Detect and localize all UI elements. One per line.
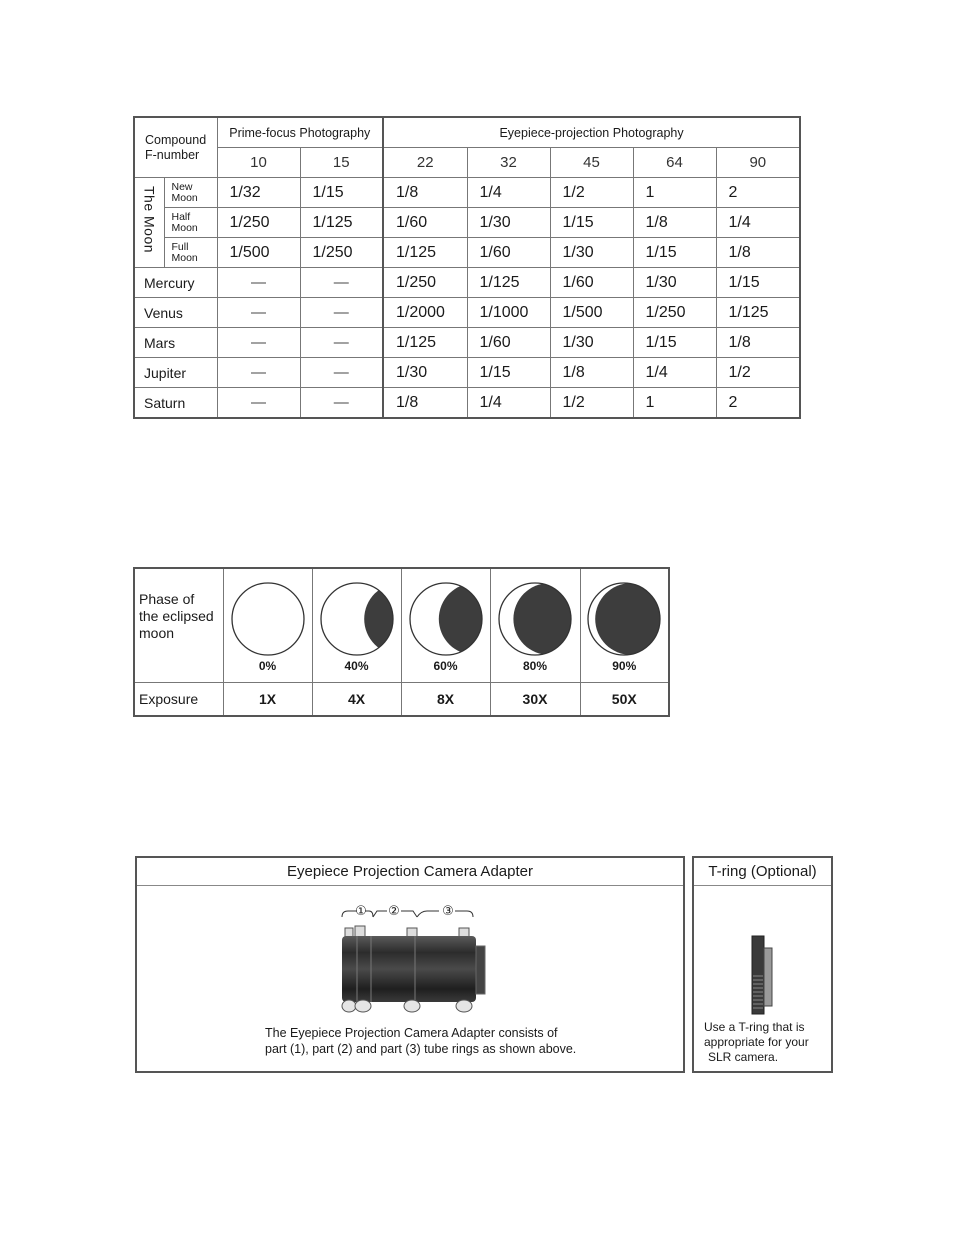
value-cell: 1/4 [633, 358, 716, 388]
value-cell: 1/30 [550, 238, 633, 268]
fnumber-cell: 15 [300, 148, 383, 178]
exposure-value: 30X [490, 682, 580, 716]
value-cell: 1/32 [217, 178, 300, 208]
phase-header [134, 568, 223, 682]
phase-header-line2: the eclipsed [139, 608, 214, 624]
phase-percent: 90% [612, 659, 637, 673]
value-cell: 1/500 [217, 238, 300, 268]
adapter-panel [135, 856, 685, 1073]
object-name: Venus [134, 298, 217, 328]
value-cell: 1/125 [300, 208, 383, 238]
compound-fnumber-header [134, 117, 217, 178]
fnumber-cell: 45 [550, 148, 633, 178]
value-cell: 1/250 [300, 238, 383, 268]
phase-percent: 0% [258, 659, 277, 673]
part-label-2: ② [388, 904, 400, 919]
value-cell: 1/15 [716, 268, 800, 298]
value-cell: 1/2 [550, 388, 633, 419]
value-cell: 1/30 [550, 328, 633, 358]
phase-percent: 60% [433, 659, 458, 673]
value-cell: 2 [716, 178, 800, 208]
exposure-value: 8X [401, 682, 490, 716]
tring-caption-line3: SLR camera. [708, 1050, 779, 1064]
value-cell: 1/250 [217, 208, 300, 238]
table-row [134, 328, 800, 358]
value-cell: 1/2 [716, 358, 800, 388]
table-row [134, 388, 800, 419]
tring-title: T-ring (Optional) [694, 858, 831, 886]
table-row [134, 178, 800, 208]
value-cell: 1/15 [633, 328, 716, 358]
value-cell: — [300, 268, 383, 298]
value-cell: 1/125 [716, 298, 800, 328]
moon-side-label [134, 178, 164, 268]
object-name: Saturn [134, 388, 217, 419]
value-cell: — [217, 358, 300, 388]
tring-caption-line1: Use a T-ring that is [704, 1020, 805, 1034]
adapter-caption-line2: part (1), part (2) and part (3) tube rings as shown above. [265, 1042, 577, 1056]
part-label-1: ① [355, 904, 367, 919]
fnumber-cell: 90 [716, 148, 800, 178]
value-cell: 1/500 [550, 298, 633, 328]
object-name: Mercury [134, 268, 217, 298]
value-cell: 1/8 [716, 238, 800, 268]
compound-fnumber-line1: Compound [145, 132, 207, 147]
moon-label: The Moon [141, 186, 158, 254]
fnumber-cell: 64 [633, 148, 716, 178]
table-row [134, 238, 800, 268]
table-row [134, 268, 800, 298]
adapter-caption [265, 1025, 576, 1057]
phase-line2: Moon [171, 221, 198, 234]
fnumber-cell: 22 [383, 148, 467, 178]
value-cell: 1/60 [550, 268, 633, 298]
t-ring-illustration [750, 934, 776, 1016]
value-cell: 1/4 [716, 208, 800, 238]
phase-label [164, 238, 217, 268]
value-cell: 1/2 [550, 178, 633, 208]
value-cell: 1/125 [467, 268, 550, 298]
moon-phase-icon [408, 581, 484, 657]
value-cell: 1 [633, 388, 716, 419]
value-cell: 1/2000 [383, 298, 467, 328]
exposure-table [133, 116, 801, 419]
adapter-caption-line1: The Eyepiece Projection Camera Adapter consists of [265, 1026, 558, 1040]
value-cell: 1/250 [383, 268, 467, 298]
value-cell: — [217, 298, 300, 328]
phase-percent: 40% [344, 659, 369, 673]
value-cell: 1/30 [633, 268, 716, 298]
object-name: Mars [134, 328, 217, 358]
phase-line2: Moon [171, 191, 198, 204]
tring-caption [704, 1020, 809, 1065]
eclipse-phase-cell [312, 568, 401, 682]
phase-line2: Moon [171, 251, 198, 264]
value-cell: — [217, 268, 300, 298]
value-cell: 1 [633, 178, 716, 208]
value-cell: — [300, 388, 383, 419]
value-cell: 1/8 [716, 328, 800, 358]
adapter-title: Eyepiece Projection Camera Adapter [137, 858, 683, 886]
value-cell: 1/15 [300, 178, 383, 208]
value-cell: — [217, 328, 300, 358]
exposure-label: Exposure [134, 682, 223, 716]
value-cell: 1/30 [467, 208, 550, 238]
phase-percent: 80% [522, 659, 548, 673]
phase-line1: Full [171, 240, 189, 253]
eclipse-phase-cell [401, 568, 490, 682]
eyepiece-projection-header: Eyepiece-projection Photography [383, 117, 800, 148]
tring-caption-line2: appropriate for your [704, 1035, 809, 1049]
value-cell: 1/4 [467, 388, 550, 419]
value-cell: 1/8 [383, 388, 467, 419]
fnumber-row [134, 148, 800, 178]
eclipse-phase-cell [223, 568, 312, 682]
object-name: Jupiter [134, 358, 217, 388]
value-cell: — [300, 328, 383, 358]
value-cell: 1/1000 [467, 298, 550, 328]
moon-phase-icon [497, 581, 573, 657]
phase-label [164, 178, 217, 208]
value-cell: 1/125 [383, 328, 467, 358]
fnumber-cell: 32 [467, 148, 550, 178]
exposure-value: 1X [223, 682, 312, 716]
value-cell: — [217, 388, 300, 419]
part-label-3: ③ [442, 904, 454, 919]
value-cell: — [300, 298, 383, 328]
value-cell: 1/250 [633, 298, 716, 328]
value-cell: 1/60 [467, 328, 550, 358]
value-cell: 1/125 [383, 238, 467, 268]
value-cell: 1/30 [383, 358, 467, 388]
eclipse-table [133, 567, 670, 717]
value-cell: 1/15 [467, 358, 550, 388]
eclipse-phase-cell [580, 568, 669, 682]
moon-phase-icon [586, 581, 662, 657]
table-row [134, 208, 800, 238]
value-cell: 1/8 [383, 178, 467, 208]
value-cell: 1/15 [550, 208, 633, 238]
value-cell: 2 [716, 388, 800, 419]
tring-panel [692, 856, 833, 1073]
exposure-value: 4X [312, 682, 401, 716]
moon-phase-icon [319, 581, 395, 657]
phase-line1: New [171, 180, 193, 193]
value-cell: 1/15 [633, 238, 716, 268]
moon-phase-icon [230, 581, 306, 657]
phase-header-line1: Phase of [139, 591, 195, 607]
eclipse-phase-cell [490, 568, 580, 682]
value-cell: 1/8 [633, 208, 716, 238]
camera-adapter-illustration [337, 900, 487, 1016]
phase-header-line3: moon [139, 625, 175, 641]
value-cell: 1/8 [550, 358, 633, 388]
phase-label [164, 208, 217, 238]
exposure-value: 50X [580, 682, 669, 716]
phase-line1: Half [171, 210, 191, 223]
compound-fnumber-line2: F-number [145, 147, 200, 162]
table-row [134, 358, 800, 388]
value-cell: 1/60 [383, 208, 467, 238]
fnumber-cell: 10 [217, 148, 300, 178]
value-cell: — [300, 358, 383, 388]
value-cell: 1/60 [467, 238, 550, 268]
prime-focus-header: Prime-focus Photography [217, 117, 383, 148]
table-row [134, 298, 800, 328]
value-cell: 1/4 [467, 178, 550, 208]
